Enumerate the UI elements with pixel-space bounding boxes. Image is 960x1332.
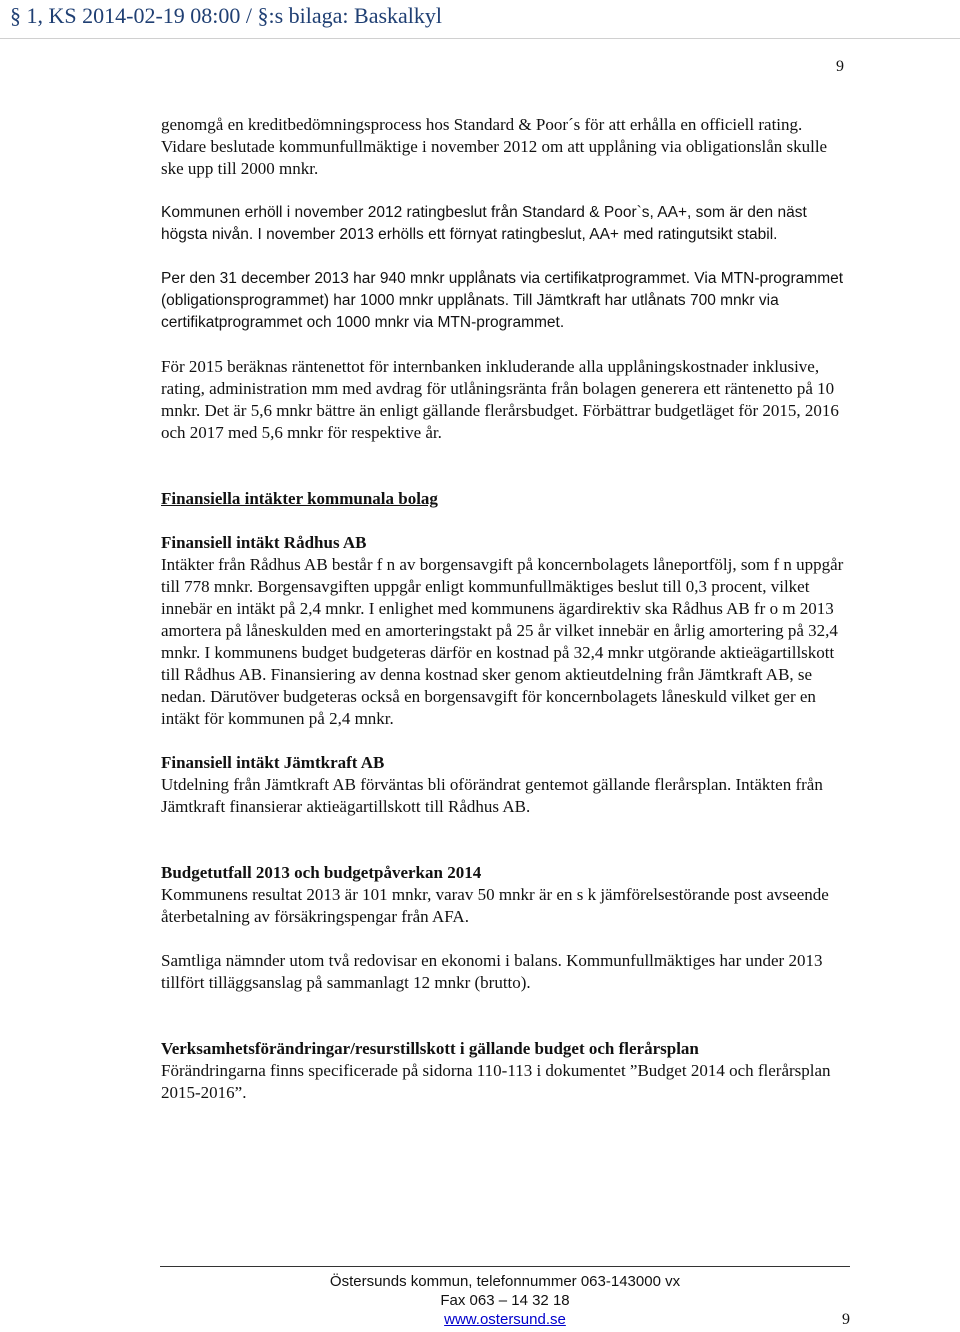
subheading-radhus: Finansiell intäkt Rådhus AB xyxy=(161,533,367,552)
subheading-jamtkraft: Finansiell intäkt Jämtkraft AB xyxy=(161,753,385,772)
page-number-top: 9 xyxy=(836,58,844,75)
paragraph-committees: Samtliga nämnder utom två redovisar en ekonomi i balans. Kommunfullmäktiges har under 2013 tillfört tilläggsanslag på sammanlagt 12 mnkr (brutto). xyxy=(161,951,823,992)
page-footer xyxy=(160,1266,850,1329)
page-number-bottom: 9 xyxy=(842,1311,850,1328)
footer-fax: Fax 063 – 14 32 18 xyxy=(440,1292,570,1309)
section-heading-operational-changes: Verksamhetsförändringar/resurstillskott i gällande budget och flerårsplan xyxy=(161,1039,699,1058)
footer-contact: Östersunds kommun, telefonnummer 063-143000 vx xyxy=(329,1273,681,1290)
paragraph-budget-outcome: Kommunens resultat 2013 är 101 mnkr, varav 50 mnkr är en s k jämförelsestörande post avseende återbetalning av försäkringspengar från AFA. xyxy=(161,885,829,926)
footer-website-link[interactable]: www.ostersund.se xyxy=(444,1311,566,1328)
section-heading-financial-income: Finansiella intäkter kommunala bolag xyxy=(161,489,438,508)
paragraph-operational-changes: Förändringarna finns specificerade på sidorna 110-113 i dokumentet ”Budget 2014 och flerårsplan 2015-2016”. xyxy=(161,1061,831,1102)
window-title-bar xyxy=(0,0,960,39)
paragraph-radhus: Intäkter från Rådhus AB består f n av borgensavgift på koncernbolagets låneportfölj, som f n uppgår till 778 mnkr. Borgensavgiften uppgår enligt kommunfullmäktiges beslut till 0,3 procent, vilket innebär en intäkt på 2,4 mnkr. I enlighet med kommunens ägardirektiv ska Rådhus AB fr o m 2013 amortera på låneskulden med en amorteringstakt på 25 år vilket innebär en årlig amortering på 32,4 mnkr. I kommunens budget budgeteras därför en kostnad på 32,4 mnkr utgörande aktieägartillskott till Rådhus AB. Finansiering av denna kostnad sker genom aktieutdelning från Jämtkraft AB, se nedan. Därutöver budgeteras också en borgensavgift för koncernbolagets låneskuld vilket ger en intäkt för kommunen på 2,4 mnkr. xyxy=(161,555,844,728)
window-title: § 1, KS 2014-02-19 08:00 / §:s bilaga: Baskalkyl xyxy=(10,3,443,28)
paragraph-borrowing: Per den 31 december 2013 har 940 mnkr upplånats via certifikatprogrammet. Via MTN-programmet (obligationsprogrammet) har 1000 mnkr upplånats. Till Jämtkraft har utlånats 700 mnkr via certifikatprogrammet och 1000 mnkr via MTN-programmet. xyxy=(161,270,844,331)
document-body xyxy=(161,114,851,1104)
paragraph-rating-decision: Kommunen erhöll i november 2012 ratingbeslut från Standard & Poor`s, AA+, som är den näst högsta nivån. I november 2013 erhölls ett förnyat ratingbeslut, AA+ med ratingutsikt stabil. xyxy=(161,204,807,243)
paragraph-jamtkraft: Utdelning från Jämtkraft AB förväntas bli oförändrat gentemot gällande flerårsplan. Intäkten från Jämtkraft finansierar aktieägartillskott till Rådhus AB. xyxy=(161,775,823,816)
paragraph-rating-process: genomgå en kreditbedömningsprocess hos Standard & Poor´s för att erhålla en officiell rating. Vidare beslutade kommunfullmäktige i november 2012 om att upplåning via obligationslån skulle ske upp till 2000 mnkr. xyxy=(161,115,828,178)
paragraph-interest-net: För 2015 beräknas räntenettot för internbanken inkluderande alla upplåningskostnader inklusive, rating, administration mm med avdrag för utlåningsränta från bolagen generera ett räntenetto på 10 mnkr. Det är 5,6 mnkr bättre än enligt gällande flerårsbudget. Förbättrar budgetläget för 2015, 2016 och 2017 med 5,6 mnkr för respektive år. xyxy=(161,357,839,442)
section-heading-budget-outcome: Budgetutfall 2013 och budgetpåverkan 2014 xyxy=(161,863,482,882)
